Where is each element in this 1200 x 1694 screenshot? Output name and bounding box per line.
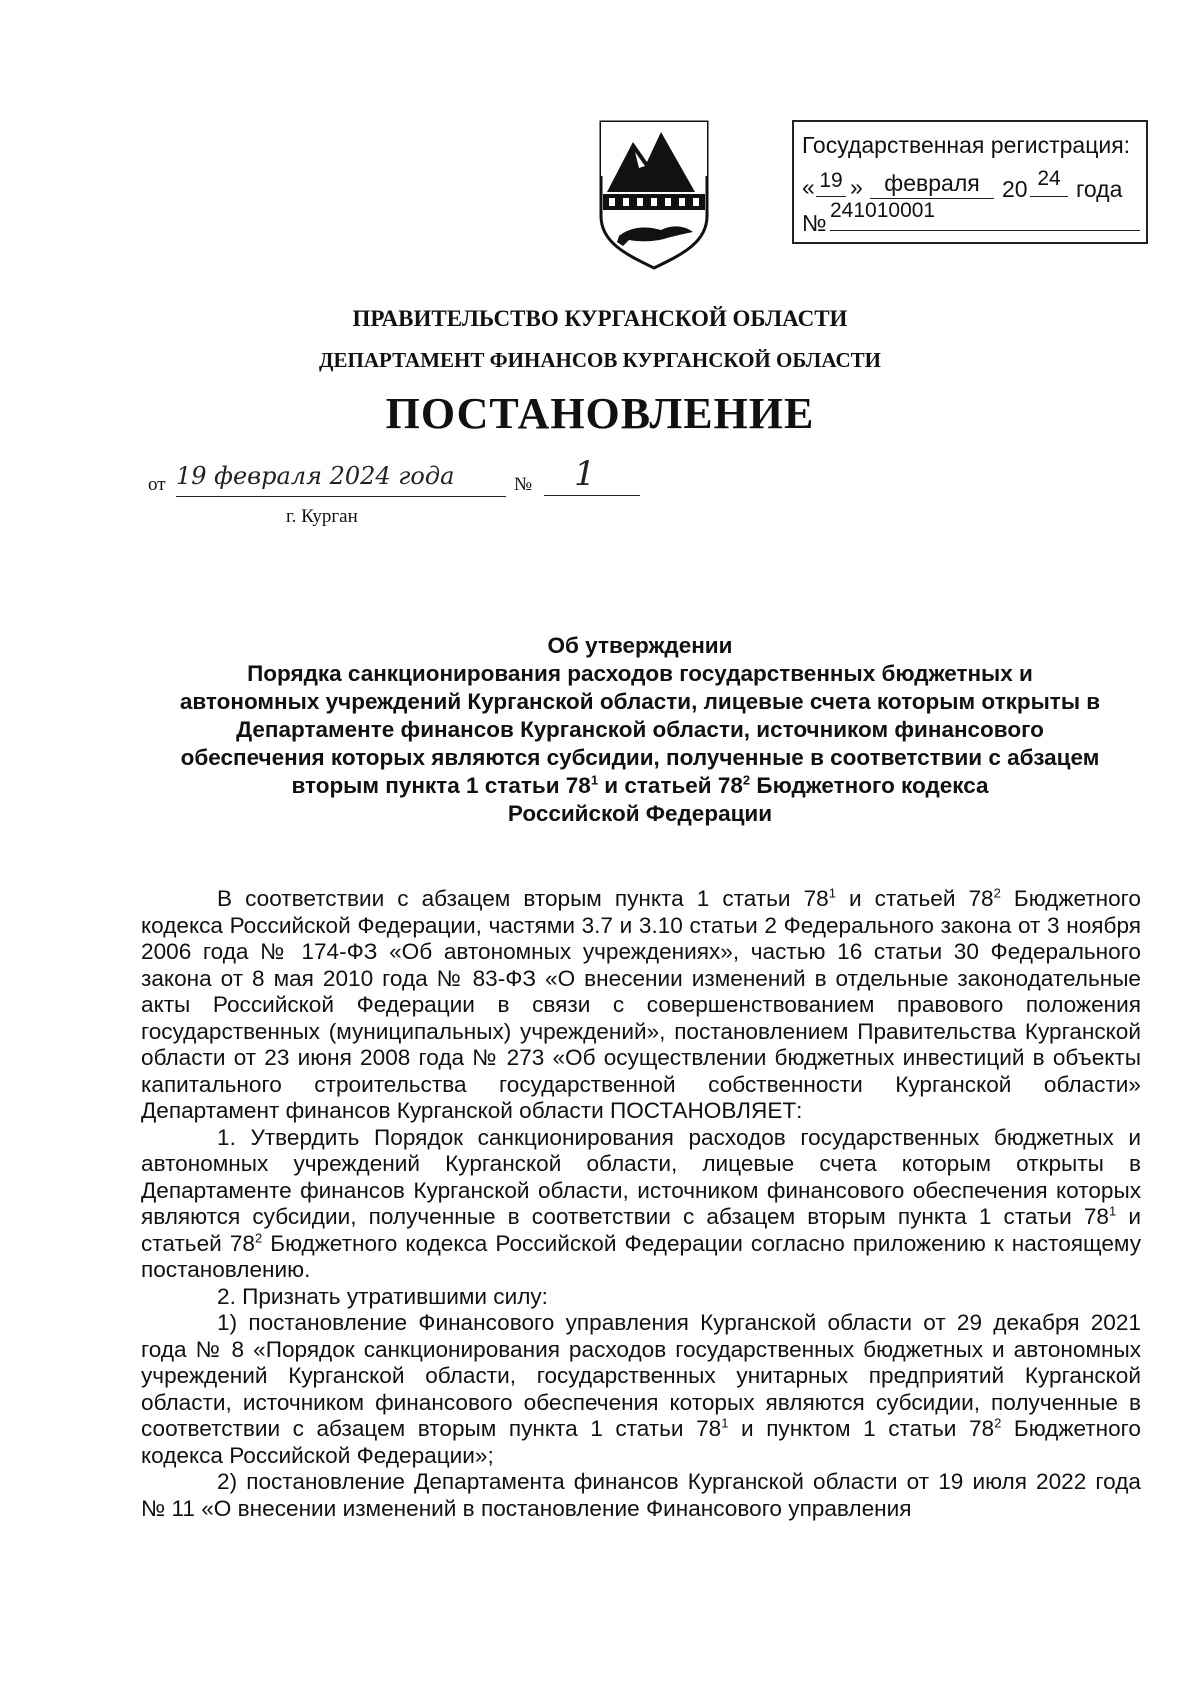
registration-year-prefix: 20	[1002, 176, 1028, 202]
number-label: №	[514, 474, 533, 495]
title-line: Об утверждении	[547, 633, 733, 658]
from-label: от	[148, 474, 166, 495]
title-line: автономных учреждений Курганской области, лицевые счета которым открыты в	[179, 689, 1101, 714]
title-line: вторым пункта 1 статьи $78^1$ и статьей $78^2$ Бюджетного кодекса	[291, 772, 989, 798]
document-type: ПОСТАНОВЛЕНИЕ	[385, 389, 815, 438]
open-quote: «	[802, 174, 815, 200]
registration-month: февраля	[870, 172, 994, 199]
registration-stamp	[792, 120, 1148, 244]
paragraph-item-2: 2. Признать утратившими силу:	[217, 1283, 548, 1309]
registration-number-label: №	[802, 210, 827, 236]
date-number-line	[148, 454, 648, 502]
title-line: Департаменте финансов Курганской области, источником финансового	[236, 717, 1044, 742]
title-line: обеспечения которых являются субсидии, полученные в соответствии с абзацем	[180, 745, 1100, 770]
registration-year-suffix: 24	[1030, 168, 1068, 197]
department-name: ДЕПАРТАМЕНТ ФИНАНСОВ КУРГАНСКОЙ ОБЛАСТИ	[319, 348, 881, 372]
registration-number-line	[802, 199, 1144, 238]
registration-title: Государственная регистрация:	[802, 132, 1131, 158]
paragraph-subitem-2: 2) постановление Департамента финансов Курганской области от 19 июля 2022 года № 11 «О внесении изменений в постановление Финансового управления	[141, 1469, 1141, 1521]
coat-of-arms-icon	[595, 118, 713, 270]
document-body	[141, 886, 1141, 1522]
resolution-title	[140, 632, 1140, 828]
handwritten-number: 1	[544, 454, 640, 496]
handwritten-date: 19 февраля 2024 года	[176, 462, 506, 497]
city: г. Курган	[286, 506, 358, 527]
title-line: Порядка санкционирования расходов государственных бюджетных и	[247, 661, 1033, 686]
government-name: ПРАВИТЕЛЬСТВО КУРГАНСКОЙ ОБЛАСТИ	[352, 306, 848, 331]
paragraph-preamble: В соответствии с абзацем вторым пункта 1 статьи $78^1$ и статьей $78^2$ Бюджетного кодекса Российской Федерации, частями 3.7 и 3.10 статьи 2 Федерального закона от 3 ноября 2006 года № 174-ФЗ «Об автономных учреждениях», частью 16 статьи 30 Федерального закона от 8 мая 2010 года № 83-ФЗ «О внесении изменений в отдельные законодательные акты Российской Федерации в связи с совершенствованием правового положения государственных (муниципальных) учреждений», постановлением Правительства Курганской области от 23 июня 2008 года № 273 «Об осуществлении бюджетных инвестиций в объекты капитального строительства государственной собственности Курганской области» Департамент финансов Курганской области ПОСТАНОВЛЯЕТ:	[141, 885, 1141, 1123]
title-line: Российской Федерации	[507, 801, 773, 826]
paragraph-item-1: 1. Утвердить Порядок санкционирования расходов государственных бюджетных и автономных учреждений Курганской области, лицевые счета которым открыты в Департаменте финансов Курганской области, источником финансового обеспечения которых являются субсидии, полученные в соответствии с абзацем вторым пункта 1 статьи $78^1$ и статьей $78^2$ Бюджетного кодекса Российской Федерации согласно приложению к настоящему постановлению.	[141, 1124, 1142, 1282]
paragraph-subitem-1: 1) постановление Финансового управления Курганской области от 29 декабря 2021 года № 8 «Порядок санкционирования расходов государственных бюджетных и автономных учреждений Курганской области, государственных унитарных предприятий Курганской области, источником финансового обеспечения которых являются субсидии, полученные в соответствии с абзацем вторым пункта 1 статьи $78^1$ и пунктом 1 статьи $78^2$ Бюджетного кодекса Российской Федерации»;	[141, 1310, 1141, 1468]
registration-number: 241010001	[830, 200, 1140, 231]
registration-day: 19	[816, 170, 846, 197]
close-quote: »	[850, 174, 863, 200]
registration-year-word: года	[1076, 176, 1123, 202]
